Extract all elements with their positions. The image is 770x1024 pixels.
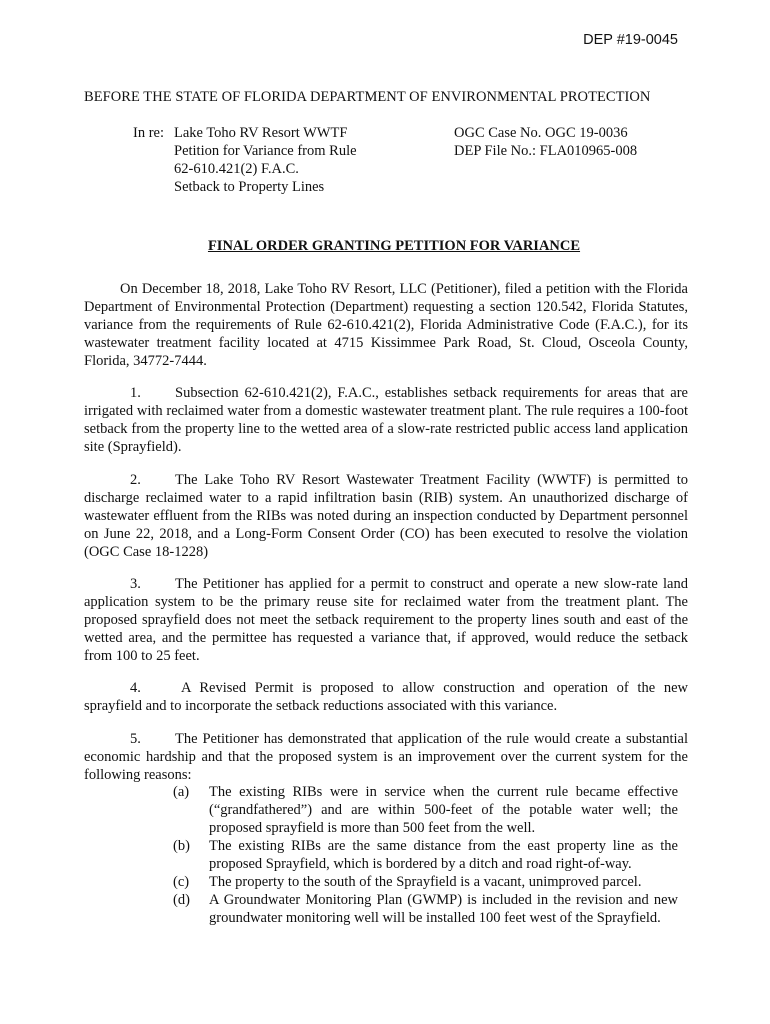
numbered-paragraph bbox=[84, 730, 688, 784]
paragraph-text: The Lake Toho RV Resort Wastewater Treatment Facility (WWTF) is permitted to discharge reclaimed water to a rapid infiltration basin (RIB) system. An unauthorized discharge of wastewater effluent from the RIBs was noted during an inspection conducted by Department personnel on June 22, 2018, and a Long-Form Consent Order (CO) has been executed to resolve the violation (OGC Case 18-1228) bbox=[84, 472, 688, 560]
paragraph-number: 2. bbox=[130, 472, 141, 488]
numbered-paragraph bbox=[84, 575, 688, 665]
list-marker: (a) bbox=[173, 784, 190, 800]
paragraph-text: The Petitioner has demonstrated that application of the rule would create a substantial economic hardship and that the proposed system is an improvement over the current system for the following reasons: bbox=[84, 731, 688, 783]
numbered-paragraph bbox=[84, 679, 688, 715]
list-marker: (b) bbox=[173, 838, 190, 854]
agency-heading: BEFORE THE STATE OF FLORIDA DEPARTMENT OF ENVIRONMENTAL PROTECTION bbox=[84, 89, 651, 105]
in-re-label: In re: bbox=[133, 125, 164, 141]
list-text: A Groundwater Monitoring Plan (GWMP) is included in the revision and new groundwater monitoring well will be installed 100 feet west of the Sprayfield. bbox=[209, 892, 678, 926]
ogc-case-number: OGC Case No. OGC 19-0036 bbox=[454, 125, 628, 141]
list-item bbox=[173, 783, 678, 837]
list-item bbox=[173, 837, 678, 873]
document-number: DEP #19-0045 bbox=[583, 32, 678, 48]
list-marker: (d) bbox=[173, 892, 190, 908]
paragraph-number: 5. bbox=[130, 731, 141, 747]
intro-paragraph: On December 18, 2018, Lake Toho RV Resort, LLC (Petitioner), filed a petition with the Florida Department of Environmental Protection (Department) requesting a section 120.542, Florida Statutes, variance from the requirements of Rule 62-610.421(2), Florida Administrative Code (F.A.C.), for its wastewater treatment facility located at 4715 Kissimmee Park Road, St. Cloud, Osceola County, Florida, 34772-7444. bbox=[84, 281, 688, 369]
paragraph-text: The Petitioner has applied for a permit to construct and operate a new slow-rate land application system to be the primary reuse site for reclaimed water from the treatment plant. The proposed sprayfield does not meet the setback requirement to the property lines south and east of the wetted area, and the permittee has requested a variance that, if approved, would reduce the setback from 100 to 25 feet. bbox=[84, 576, 688, 664]
list-text: The property to the south of the Sprayfield is a vacant, unimproved parcel. bbox=[209, 874, 642, 890]
paragraph-number: 3. bbox=[130, 576, 141, 592]
in-re-line: 62-610.421(2) F.A.C. bbox=[174, 161, 299, 177]
in-re-line: Petition for Variance from Rule bbox=[174, 143, 357, 159]
list-text: The existing RIBs are the same distance from the east property line as the proposed Sprayfield, which is bordered by a ditch and road right-of-way. bbox=[209, 838, 678, 872]
paragraph-text: A Revised Permit is proposed to allow construction and operation of the new sprayfield and to incorporate the setback reductions associated with this variance. bbox=[84, 680, 688, 714]
list-item bbox=[173, 873, 678, 891]
case-info-block bbox=[454, 124, 637, 160]
order-title: FINAL ORDER GRANTING PETITION FOR VARIANCE bbox=[207, 238, 581, 254]
paragraph-number: 1. bbox=[130, 385, 141, 401]
paragraph-number: 4. bbox=[130, 680, 141, 696]
list-marker: (c) bbox=[173, 874, 190, 890]
in-re-block bbox=[133, 124, 357, 196]
in-re-line: Lake Toho RV Resort WWTF bbox=[174, 125, 348, 141]
numbered-paragraph bbox=[84, 384, 688, 456]
paragraph-text: Subsection 62-610.421(2), F.A.C., establishes setback requirements for areas that are irrigated with reclaimed water from a domestic wastewater treatment plant. The rule requires a 100-foot setback from the property line to the wetted area of a slow-rate restricted public access land application site (Sprayfield). bbox=[84, 385, 688, 455]
list-text: The existing RIBs were in service when the current rule became effective (“grandfathered”) and are within 500-feet of the potable water well; the proposed sprayfield is more than 500 feet from the well. bbox=[209, 784, 678, 836]
in-re-line: Setback to Property Lines bbox=[174, 179, 325, 195]
list-item bbox=[173, 891, 678, 927]
reasons-list bbox=[173, 783, 678, 927]
numbered-paragraph bbox=[84, 471, 688, 561]
dep-file-number: DEP File No.: FLA010965-008 bbox=[454, 143, 638, 159]
